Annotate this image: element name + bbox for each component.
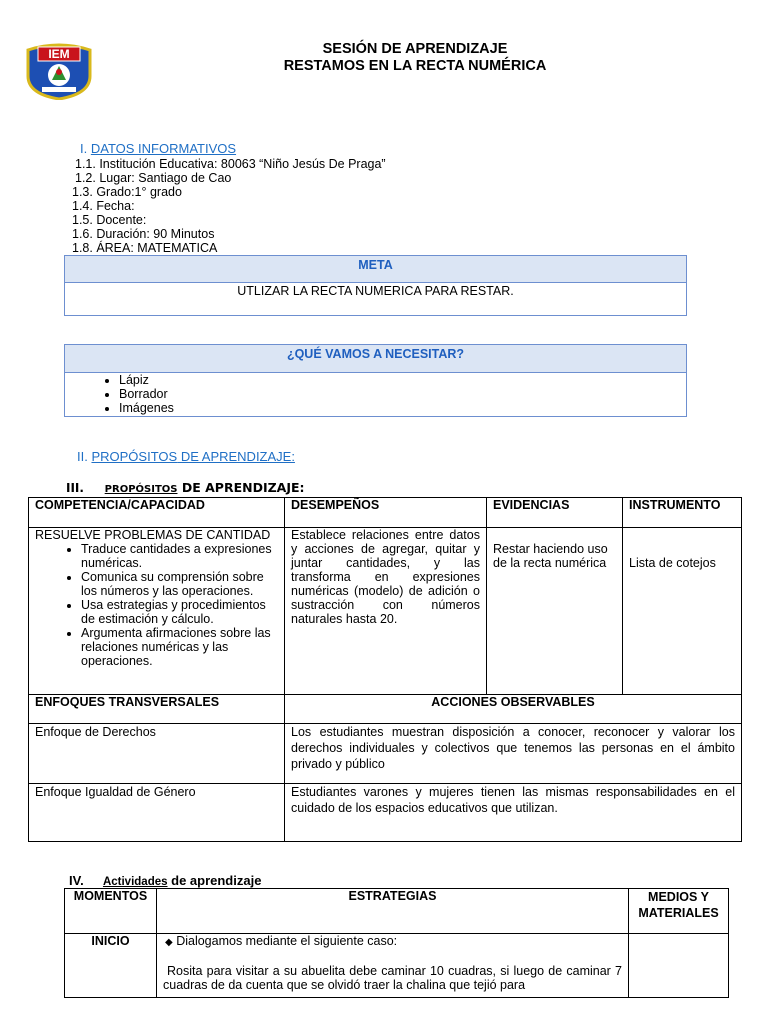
- strategy-cell: [157, 934, 629, 998]
- section-2-heading[interactable]: [77, 449, 295, 464]
- section-4-word: Actividades: [102, 876, 168, 888]
- list-item: • Traduce cantidades a expresiones numéricas.: [81, 542, 278, 570]
- column-header: ESTRATEGIAS: [157, 889, 629, 934]
- section-1-title: DATOS INFORMATIVOS: [90, 141, 237, 156]
- column-header: MOMENTOS: [65, 889, 157, 934]
- info-item: 1.5. Docente:: [72, 213, 147, 227]
- section-3-heading: [66, 480, 305, 495]
- section-4-heading: [69, 873, 261, 888]
- table-row: [29, 784, 742, 842]
- info-item: 1.3. Grado:1° grado: [72, 185, 182, 199]
- info-item: 1.8. ÁREA: MATEMATICA: [72, 241, 218, 255]
- acciones-header: ACCIONES OBSERVABLES: [285, 695, 742, 724]
- table-header-row: [29, 695, 742, 724]
- enfoque-name: Enfoque de Derechos: [29, 724, 285, 784]
- list-item: • Imágenes: [119, 401, 686, 415]
- meta-box: [64, 255, 687, 316]
- school-logo: [24, 42, 94, 100]
- column-header: INSTRUMENTO: [623, 498, 742, 528]
- competencia-cell: [29, 528, 285, 695]
- needs-box: [64, 344, 687, 417]
- list-item: • Usa estrategias y procedimientos de estimación y cálculo.: [81, 598, 278, 626]
- moment-cell: INICIO: [65, 934, 157, 998]
- materials-cell: [629, 934, 729, 998]
- table-row: [65, 934, 729, 998]
- table-header-row: [29, 498, 742, 528]
- section-1-heading[interactable]: [80, 141, 236, 156]
- column-header: DESEMPEÑOS: [285, 498, 487, 528]
- purposes-table: [28, 497, 742, 842]
- strategy-bullet: [163, 934, 622, 950]
- table-row: [29, 528, 742, 695]
- table-row: [29, 724, 742, 784]
- info-item: 1.1. Institución Educativa: 80063 “Niño Jesús De Praga”: [75, 157, 386, 171]
- section-number: II.: [77, 449, 88, 464]
- info-item: 1.6. Duración: 90 Minutos: [72, 227, 215, 241]
- needs-list: [65, 373, 686, 415]
- section-2-word: PROPÓSITOS: [91, 449, 178, 464]
- table-header-row: [65, 889, 729, 934]
- page-title: SESIÓN DE APRENDIZAJE: [322, 41, 508, 57]
- section-3-word: PROPÓSITOS: [104, 484, 178, 495]
- needs-heading: ¿QUÉ VAMOS A NECESITAR?: [65, 345, 686, 373]
- activities-table: [64, 888, 729, 998]
- column-header: COMPETENCIA/CAPACIDAD: [29, 498, 285, 528]
- enfoques-header: ENFOQUES TRANSVERSALES: [29, 695, 285, 724]
- column-header: MEDIOS Y MATERIALES: [629, 889, 729, 934]
- section-number: III.: [66, 481, 84, 495]
- evidencia-cell: Restar haciendo uso de la recta numérica: [487, 528, 623, 695]
- section-number: IV.: [69, 873, 84, 888]
- list-item: • Argumenta afirmaciones sobre las relaciones numéricas y las operaciones.: [81, 626, 278, 668]
- enfoque-name: Enfoque Igualdad de Género: [29, 784, 285, 842]
- page-subtitle: RESTAMOS EN LA RECTA NUMÉRICA: [283, 58, 547, 74]
- section-4-rest: de aprendizaje: [167, 873, 262, 888]
- capacidades-list: [35, 542, 278, 668]
- strategy-bullet-text: Dialogamos mediante el siguiente caso:: [176, 934, 398, 948]
- diamond-bullet-icon: ◆: [165, 937, 173, 948]
- meta-heading: META: [65, 256, 686, 283]
- list-item: • Borrador: [119, 387, 686, 401]
- section-3-rest: DE APRENDIZAJE:: [177, 480, 305, 495]
- section-number: I.: [80, 141, 88, 156]
- info-item: 1.4. Fecha:: [72, 199, 135, 213]
- column-header: EVIDENCIAS: [487, 498, 623, 528]
- list-item: • Comunica su comprensión sobre los números y las operaciones.: [81, 570, 278, 598]
- enfoque-accion: Los estudiantes muestran disposición a conocer, reconocer y valorar los derechos individuales y colectivos que tenemos las personas en el ámbito privado y público: [285, 724, 742, 784]
- meta-text: UTLIZAR LA RECTA NUMERICA PARA RESTAR.: [237, 284, 514, 298]
- list-item: • Lápiz: [119, 373, 686, 387]
- strategy-paragraph: Rosita para visitar a su abuelita debe caminar 10 cuadras, si luego de caminar 7 cuadras de da cuenta que se olvidó traer la chalina que tejió para: [163, 964, 622, 992]
- info-item: 1.2. Lugar: Santiago de Cao: [75, 171, 232, 185]
- instrumento-cell: Lista de cotejos: [623, 528, 742, 695]
- desempeno-cell: Establece relaciones entre datos y acciones de agregar, quitar y juntar cantidades, y las transforma en expresiones numéricas (modelo) de adición o sustracción con números naturales hasta 20.: [285, 528, 487, 695]
- enfoque-accion: Estudiantes varones y mujeres tienen las mismas responsabilidades en el cuidado de los espacios educativos que utilizan.: [285, 784, 742, 842]
- logo-lettering: IEM: [48, 47, 70, 61]
- section-2-rest: DE APRENDIZAJE:: [177, 449, 295, 464]
- competencia-title: RESUELVE PROBLEMAS DE CANTIDAD: [35, 528, 271, 542]
